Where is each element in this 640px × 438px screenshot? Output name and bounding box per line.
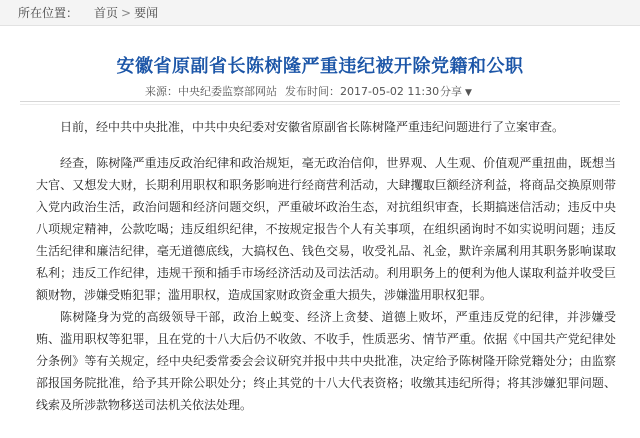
breadcrumb-prefix: 所在位置：	[18, 6, 79, 20]
breadcrumb-current-link[interactable]: 要闻	[134, 6, 159, 20]
paragraph-text: 陈树隆身为党的高级领导干部，政治上蜕变、经济上贪婪、道德上败坏，严重违反党的纪律，并涉嫌受贿、滥用职权等犯罪，且在党的十八大后仍不收敛、不收手，性质恶劣、情节严重。依据《中国共产党纪律处分条例》等有关规定，经中央纪委常委会会议研究并报中共中央批准，决定给予陈树隆开除党籍处分；由监察部报国务院批准，给予其开除公职处分；终止其党的十八大代表资格；收缴其违纪所得；将其涉嫌犯罪问题、线索及所涉款物移送司法机关依法处理。	[36, 310, 616, 412]
article-meta	[0, 80, 640, 98]
paragraph-text: 经查，陈树隆严重违反政治纪律和政治规矩，毫无政治信仰，世界观、人生观、价值观严重扭曲，既想当大官、又想发大财，长期利用职权和职务影响进行经商营利活动，大肆攫取巨额经济利益，将商品交换原则带入党内政治生活，政治问题和经济问题交织，严重破坏政治生态，对抗组织审查，长期搞迷信活动；违反中央八项规定精神，公款吃喝；违反组织纪律，不按规定报告个人有关事项，在组织函询时不如实说明问题；违反生活纪律和廉洁纪律，毫无道德底线，大搞权色、钱色交易，收受礼品、礼金，默许亲属利用其职务影响谋取私利；违反工作纪律，违规干预和插手市场经济活动及司法活动。利用职务上的便利为他人谋取利益并收受巨额财物，涉嫌受贿犯罪；滥用职权，造成国家财政资金重大损失，涉嫌滥用职权犯罪。	[36, 156, 616, 302]
paragraph-text: 日前，经中共中央批准，中共中央纪委对安徽省原副省长陈树隆严重违纪问题进行了立案审查。	[60, 120, 565, 134]
share-label: 分享	[440, 85, 462, 98]
article-paragraph	[36, 116, 616, 138]
article-paragraph	[36, 306, 616, 416]
divider	[20, 101, 620, 102]
share-button[interactable]	[440, 83, 472, 99]
divider	[20, 104, 620, 105]
breadcrumb-home-link[interactable]: 首页	[94, 6, 119, 20]
article-paragraph	[36, 152, 616, 306]
breadcrumb	[0, 0, 640, 26]
article-published-time: 发布时间：2017-05-02 11:30	[285, 85, 440, 98]
chevron-down-icon: ▼	[465, 88, 472, 98]
breadcrumb-separator: >	[121, 6, 132, 20]
article-source: 来源：中央纪委监察部网站	[145, 85, 277, 98]
article-title: 安徽省原副省长陈树隆严重违纪被开除党籍和公职	[116, 56, 524, 77]
